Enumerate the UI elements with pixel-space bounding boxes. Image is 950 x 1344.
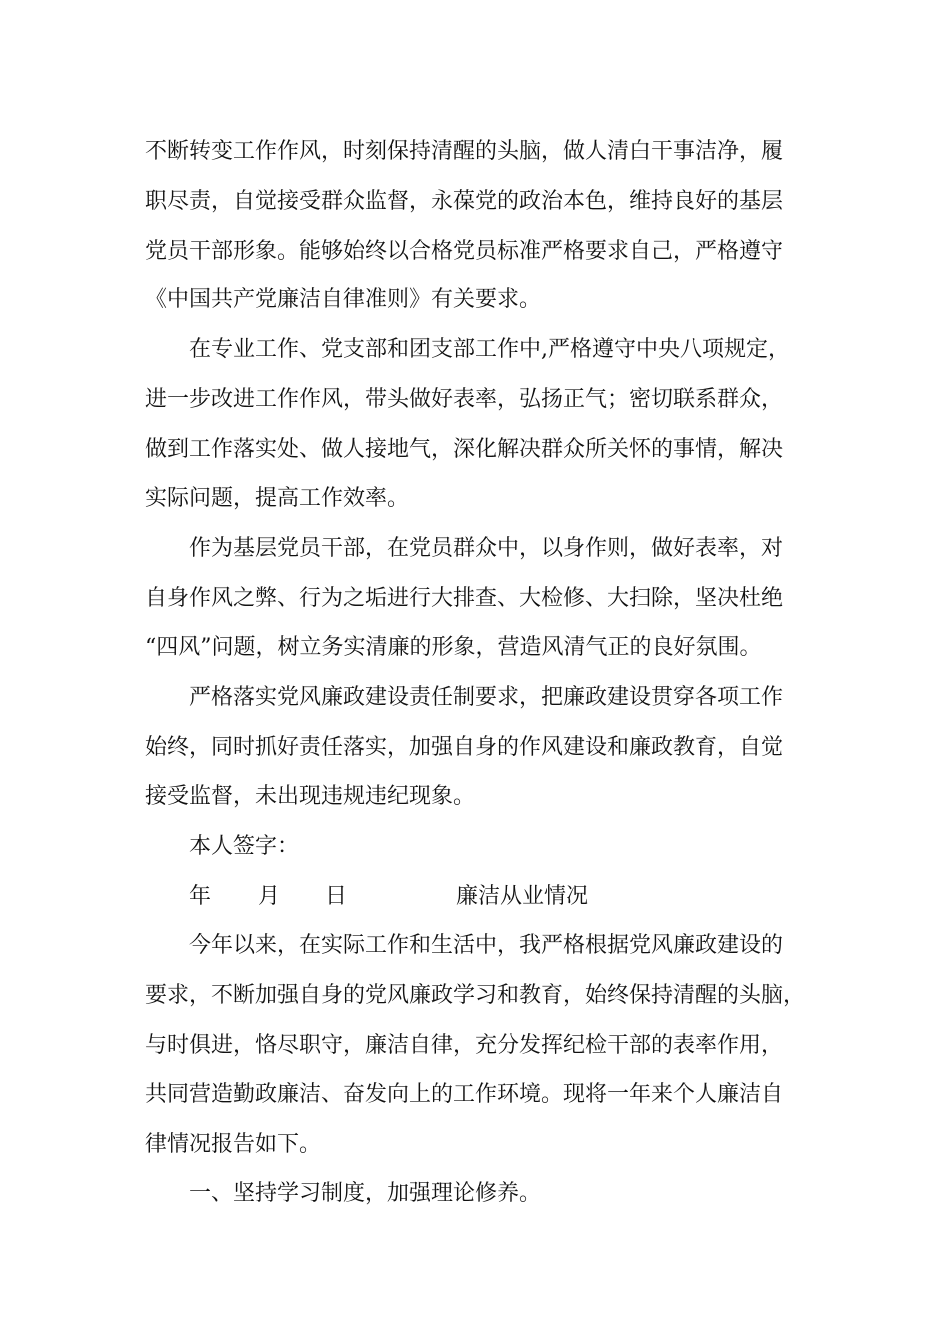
intro-line-5: 律情况报告如下。	[145, 1132, 322, 1157]
date-year: 年	[189, 884, 212, 909]
intro-line-1: 今年以来，在实际工作和生活中，我严格根据党风廉政建设的	[189, 933, 784, 958]
paragraph-3-line-2: 自身作风之弊、行为之垢进行大排查、大检修、大扫除，坚决杜绝	[145, 586, 784, 611]
section-heading-1: 一、坚持学习制度，加强理论修养。	[189, 1181, 542, 1206]
paragraph-1-line-2: 职尽责，自觉接受群众监督，永葆党的政治本色，维持良好的基层	[145, 189, 784, 214]
intro-line-4: 共同营造勤政廉洁、奋发向上的工作环境。现将一年来个人廉洁自	[145, 1082, 784, 1107]
date-day: 日	[325, 884, 348, 909]
signature-label: 本人签字：	[189, 834, 300, 859]
paragraph-2-line-4: 实际问题，提高工作效率。	[145, 486, 410, 511]
intro-line-2: 要求，不断加强自身的党风廉政学习和教育，始终保持清醒的头脑，	[145, 983, 806, 1008]
paragraph-2-line-2: 进一步改进工作作风，带头做好表率，弘扬正气；密切联系群众，	[145, 387, 784, 412]
paragraph-1-line-4: 《中国共产党廉洁自律准则》有关要求。	[145, 287, 542, 312]
paragraph-2-line-3: 做到工作落实处、做人接地气，深化解决群众所关怀的事情，解决	[145, 437, 784, 462]
paragraph-4-line-2: 始终，同时抓好责任落实，加强自身的作风建设和廉政教育，自觉	[145, 735, 784, 760]
section-title: 廉洁从业情况	[456, 884, 589, 909]
paragraph-3-line-1: 作为基层党员干部，在党员群众中，以身作则，做好表率，对	[189, 536, 784, 561]
date-month: 月	[258, 884, 281, 909]
paragraph-4-line-1: 严格落实党风廉政建设责任制要求，把廉政建设贯穿各项工作	[189, 685, 784, 710]
paragraph-3-line-3: “四风”问题，树立务实清廉的形象，营造风清气正的良好氛围。	[145, 635, 762, 660]
paragraph-2-line-1: 在专业工作、党支部和团支部工作中,严格遵守中央八项规定，	[189, 337, 790, 362]
paragraph-1-line-1: 不断转变工作作风，时刻保持清醒的头脑，做人清白干事洁净，履	[145, 139, 784, 164]
paragraph-1-line-3: 党员干部形象。能够始终以合格党员标准严格要求自己，严格遵守	[145, 239, 784, 264]
paragraph-4-line-3: 接受监督，未出现违规违纪现象。	[145, 784, 476, 809]
intro-line-3: 与时俱进，恪尽职守，廉洁自律，充分发挥纪检干部的表率作用，	[145, 1033, 784, 1058]
